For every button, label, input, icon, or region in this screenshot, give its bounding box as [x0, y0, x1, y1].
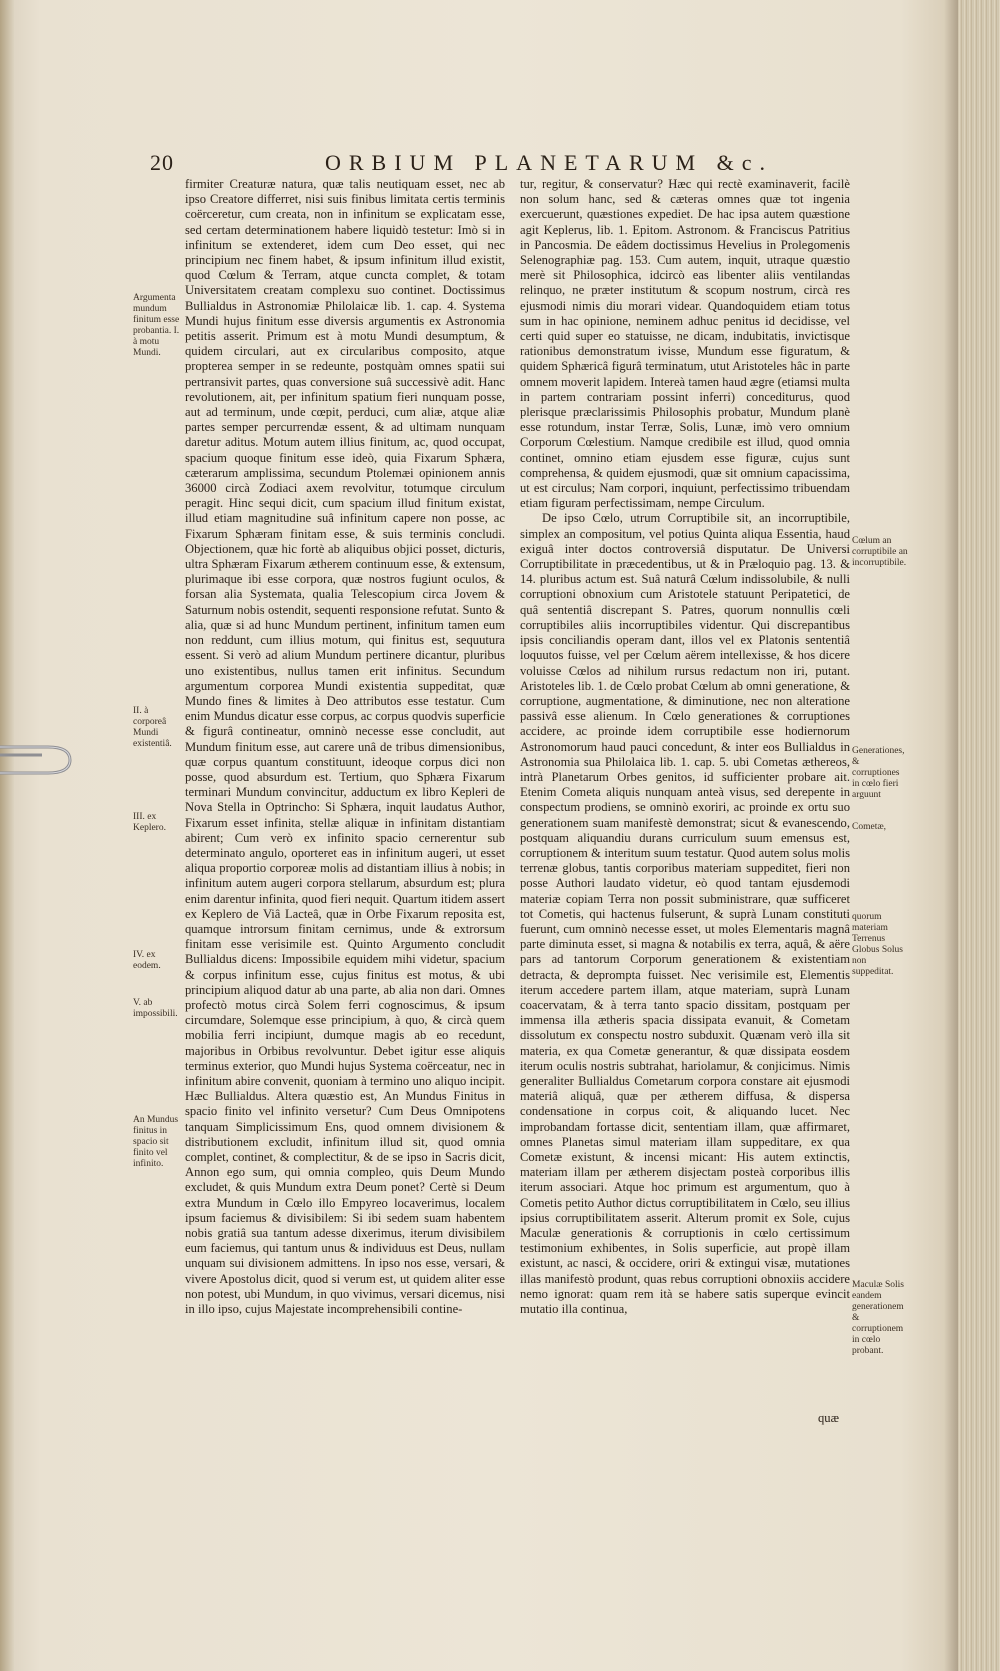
margin-note: Maculæ Solis eandem generationem & corruptionem in cœlo probant. — [852, 1280, 904, 1356]
margin-note: Cometæ, — [852, 822, 887, 832]
paragraph: De ipso Cœlo, utrum Corruptibile sit, an incorruptibile, simplex an compositum, vel potius Quinta aliqua Essentia, haud exiguâ inter doctos controversiâ disputatur. De Universi Corruptibilitate in præcedentibus, ut & in Præloquio pag. 13. & 14. pluribus actum est. Suâ naturâ Cœlum indissolubile, & nulli corruptioni obnoxium cum Aristotele statuunt Peripatetici, de quâ sententiâ discrepant S. Patres, quorum nonnullis cœli corruptibiles aliis incorruptibiles videntur. Qui discrepantibus ipsis conciliandis operam dant, illos vel ex Platonis sententiâ loquutos fuisse, vel per Cœlum aërem intellexisse, & hos dicere voluisse Cœlos ad nihilum rursus redactum non iri, putant. Aristoteles lib. 1. de Cœlo probat Cœlum ab omni generatione, & corruptione, augmentatione, & diminutione, nec non alteratione passivâ esse alienum. In Cœlo generationes & corruptiones accidere, ac proinde idem corruptibile esse hodiernorum Astronomorum haud pauci concedunt, & inter eos Bullialdus in Astronomia sua Philolaica lib. 1. cap. 5. ubi Cometas æthereos, intrà Planetarum Orbes genitos, id sufficienter probare ait. Etenim Cometa aliquis nunquam anteà visus, sed derepente in conspectum prodiens, se omninò exoriri, ac proinde ex ortu suo generationem suam manifestè demonstrat; sicut & evanescendo, postquam aliquandiu durans curriculum suum emensus est, corruptionem & interitum suum testatur. Quod autem solus molis terrenæ globus, tantis corporibus materiam suppeditet, fieri non posse Authori laudato videtur, eò quod tantam ejusdemodi materiæ copiam Terra non possit subministrare, quæ sufficeret tot Cometis, qui hactenus fulserunt, & suprà Lunam constituti fuerunt, cum omninò necesse esset, ut moles Elementaris magnâ parte diminuta esset, si magna & notabilis ex terra, aquâ, & aëre pars ad tantorum Corporum generationem & existentiam detracta, & deprompta fuisset. Nec verisimile est, Elementis iterum accedere partem illam, atque materiam, suprà Lunam coacervatam, & à terra tanto spacio dissitam, postquam per immensa illa ætheris spacia dissipata evanuit, & Cometam dissolutum ex conspectu nostro subduxit. Quænam verò illa sit materia, ex qua Cometæ generantur, & quæ dissipata eosdem iterum oculis nostris subtrahat, hariolamur, & conjicimus. Nimis generaliter Bullialdus Cometarum corpora constare ait ejusmodi materiâ aliquâ, quæ per ætherem diffusa, & dispersa condensatione in corpus coit, & aliquando lucet. Nec improbandam fortasse dicit, sententiam illam, quæ affirmaret, omnes Planetas simul materiam illam suppeditare, ex qua Cometæ existunt, & incensi micant: His autem extinctis, materiam illam per ætherem disjectam posteà corporibus illis iterum associari. Atque hoc primum est argumentum, quo à Cometis petito Author dictus corruptibilitatem in Cœlo, seu illius ipsius corruptibilitatem asserit. Alterum promit ex Sole, cujus Maculæ generationis & corruptionis in cœlo certissimum testimonium exhibentes, in Solis superficie, aut propè illam existunt, ac nasci, & occidere, oriri & extingui visæ, mutationes illas manifestò produnt, quas rebus corruptioni obnoxiis accidere nemo ignorat: quam rem ità se habere satis superque evincit mutatio illa continua, — [520, 511, 850, 1317]
paragraph: firmiter Creaturæ natura, quæ talis neutiquam esset, nec ab ipso Creatore differret, nisi suis finibus limitata certis terminis coërceretur, cum creata, non in infinitum se explicatam esse, sed certam determinationem habere liquidò testetur: Imò si in infinitum se extenderet, idem cum Deo esset, qui nec principium nec finem habet, & ipsum infinitum illud existit, quod Cœlum & Terram, atque cuncta complet, & totam Universitatem creatam complexu suo continet. Doctissimus Bullialdus in Astronomiæ Philolaicæ lib. 1. cap. 4. Systema Mundi hujus finitum esse diversis argumentis ex Astronomia petitis asserit. Primum est à motu Mundi desumptum, & quidem circulari, aut ex circularibus composito, atque propterea semper in se redeunte, postquàm omnes spatii sui pertransivit partes, quas conversione suâ successivè adit. Hanc revolutionem, ait, per infinitum spatium fieri nunquam posse, aut ad terminum, unde cœpit, perduci, cum aliæ, atque aliæ partes semper percurrendæ essent, & ad ultimam nunquam daretur aditus. Motum autem illius finitum, ac, quod occupat, spacium quoque finitum esse ideò, quia Fixarum Sphæra, cæterarum amplissima, secundum Ptolemæi opinionem annis 36000 circà Zodiaci axem revolvitur, totumque circulum peragit. Hinc sequi dicit, cum spacium illud finitum existat, illud etiam magnitudine suâ infinitum capere non posse, ac Fixarum Sphæram finitam esse, & suis terminis concludi. Objectionem, quæ hic fortè ab aliquibus objici posset, dicturis, ultra Sphæram Fixarum ætherem continuum esse, & extensum, plurimaque ibi esse corpora, quæ nostros fugiunt oculos, & forsan alia Systemata, qualia Telescopium circa Jovem & Saturnum nobis ostendit, sequenti responsione refutat. Sunto & alia, quæ si ad hunc Mundum pertinent, infinitum tamen eum non reddunt, cum illius motum, qui finitus est, sequutura essent. Si verò ad alium Mundum pertinere dicantur, pluribus uno existentibus, nullus tamen erit infinitus. Secundum argumentum corporea Mundi existentia suppeditat, quæ Mundo fines & limites à Deo attributos esse testatur. Cum enim Mundus dicatur esse corpus, ac corpus quodvis superficie & figurâ contineatur, omninò necesse esse concludit, aut Mundum finitum esse, aut carere unâ de tribus dimensionibus, quæ corpus quantum constituunt, ideoque corpus dici non posse, quod absurdum est. Tertium, quo Sphæra Fixarum terminari Mundum convincitur, adductum ex libro Kepleri de Nova Stella in Optrincho: Si Sphæra, inquit laudatus Author, Fixarum esset infinita, stellæ aliquæ in infinitam distantiam abirent; Cum verò ex infinito spacio cernerentur sub determinato angulo, oporteret eas in infinitum augeri, ut esset aliqua proportio corporeæ molis ad distantiam illius à nobis; in infinitum autem augeri corpora stellarum, absurdum est; plura enim darentur infinita, quod fieri nequit. Quartum itidem assert ex Keplero de Viâ Lacteâ, quæ in Orbe Fixarum reposita est, quamque introrsum finitam cernimus, unde & extrorsum finitam esse verisimile est. Quinto Argumento concludit Bullialdus dicens: Impossibile equidem mihi videtur, spacium & corpus infinitum esse, cujus finitus est motus, & ubi principium aliquod datur ab una parte, ab alia non dari. Omnes profectò motus circà Solem ferri cognoscimus, & ipsum circumdare, Solemque esse principium, à quo, & circà quem mobilia ferri incipiunt, dumque magis ab eo recedunt, majoribus in Orbibus revolvuntur. Debet igitur esse aliquis terminus exterior, quo Mundi hujus Systema coërceatur, nec in infinitum abire convenit, quoniam à termino uno aliquo incipit. Hæc Bullialdus. Altera quæstio est, An Mundus Finitus in spacio finito vel infinito versetur? Cum Deus Omnipotens tanquam Simplicissimum Ens, quod omnem divisionem & distributionem excludit, infinitum illud sit, quod omnia complet, continet, & complectitur, & de se ipso in Sacris dicit, Annon ego sum, qui omnia compleo, quis Deum Mundo excludet, & quis Mundum extra Deum ponet? Certè si Deum extra Mundum in Cœlo illo Empyreo locaverimus, localem ipsum faciemus & divisibilem: Si ibi sedem suam habentem nobis gratiâ sua tantum adesse dixerimus, iterum divisibilem eum faciemus, qui tantum unus & individuus est Deus, nullam unquam sui divisionem admittens. In ipso nos esse, versari, & vivere Apostolus dicit, quod si verum est, ut quidem aliter esse non potest, ubi Mundum, in quo vivimus, versari dicemus, nisi in illo ipso, cujus Majestate incomprehensibili contine- — [185, 177, 505, 1317]
margin-note: II. à corporeâ Mundi existentiâ. — [133, 706, 172, 749]
margin-note: quorum materiam Terrenus Globus Solus non suppeditat. — [852, 912, 903, 977]
paperclip-icon — [0, 735, 80, 785]
margin-note: V. ab impossibili. — [133, 998, 178, 1019]
margin-note: Argumenta mundum finitum esse probantia. I. à motu Mundi. — [133, 293, 180, 358]
left-gutter — [0, 0, 14, 1671]
page-header — [150, 150, 930, 180]
margin-note: Cœlum an corruptibile an incorruptibile. — [852, 536, 908, 568]
margin-note: Generationes, & corruptiones in cœlo fieri arguunt — [852, 746, 905, 800]
left-text-column — [185, 177, 505, 1317]
running-title: ORBIUM PLANETARUM &c. — [325, 150, 773, 175]
paragraph: tur, regitur, & conservatur? Hæc qui rectè examinaverit, facilè non solum hanc, sed & cæteras omnes quæ tot ingenia exercuerunt, quæstiones expediet. De hac ipsa autem quæstione agit Keplerus, lib. 1. Epitom. Astronom. & Franciscus Patritius in Pancosmia. De eâdem doctissimus Hevelius in Prolegomenis Selenographiæ pag. 153. Cum autem, inquit, utraque quæstio merè sit Philosophica, idcircò eas libenter aliis ventilandas relinquo, ne præter institutum & scopum nostrum, circà res ejusmodi nimis diu morari videar. Quandoquidem etiam totus sum in hac opinione, neminem adhuc penitus id decidisse, vel certi quid super eo statuisse, ne dicam, indubitatis, invictisque rationibus demonstratum ivisse, Mundum esse figuratum, & quidem Sphæricâ figurâ terminatum, utut Aristoteles hâc in parte omnem moverit lapidem. Intereà tamen haud ægre (etiamsi multa in partem contrariam possint inferri) concediturus, quod plerisque præclarissimis Philosophis probatur, Mundum planè esse rotundum, instar Terræ, Solis, Lunæ, imò vero omnium Corporum Cœlestium. Namque credibile est illud, quod omnia continet, omnino etiam ejusdem esse figuræ, cujus sunt comprehensa, & quidem ejusmodi, quæ sit omnium capacissima, ut est circulus; Nam corpori, inquiunt, perfectissimo tribuendam etiam figuram perfectissimam, nempe Circulum. — [520, 177, 850, 511]
margin-note: III. ex Keplero. — [133, 812, 166, 833]
margin-note: IV. ex eodem. — [133, 950, 161, 971]
page-edges — [958, 0, 1000, 1671]
spine-shadow — [944, 0, 958, 1671]
catchword: quæ — [818, 1411, 839, 1425]
right-text-column — [520, 177, 850, 1317]
margin-note: An Mundus finitus in spacio sit finito vel infinito. — [133, 1115, 179, 1169]
page-number: 20 — [150, 150, 174, 175]
